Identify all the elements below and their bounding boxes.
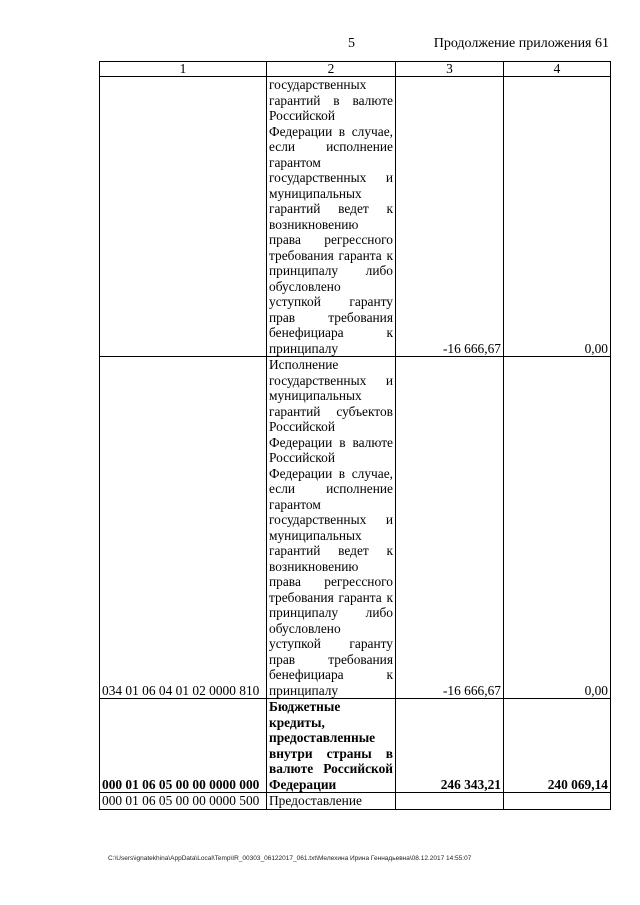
row-description: Предоставление [267, 793, 396, 810]
column-header-3: 3 [396, 62, 504, 77]
table-row-total [100, 699, 611, 793]
row-value-col3: 246 343,21 [396, 699, 504, 793]
column-header-2: 2 [267, 62, 396, 77]
row-description: Бюджетные кредиты, предоставленные внутри страны в валюте Российской Федерации [267, 699, 396, 793]
row-value-col3: -16 666,67 [396, 77, 504, 357]
row-code: 000 01 06 05 00 00 0000 000 [100, 699, 267, 793]
table-header-row [100, 62, 611, 77]
row-description: государственных гарантий в валюте Российской Федерации в случае, если исполнение гарантом государственных и муниципальных гарантий ведет к возникновению права регрессного требования гаранта к принципалу либо обусловлено уступкой гаранту прав требования бенефициара к принципалу [267, 77, 396, 357]
table-row [100, 77, 611, 357]
row-code: 034 01 06 04 01 02 0000 810 [100, 357, 267, 699]
row-value-col4: 240 069,14 [504, 699, 611, 793]
row-value-col4: 0,00 [504, 77, 611, 357]
budget-table [99, 61, 611, 810]
column-header-1: 1 [100, 62, 267, 77]
row-value-col3: -16 666,67 [396, 357, 504, 699]
table-row [100, 357, 611, 699]
table-row [100, 793, 611, 810]
page-number: 5 [348, 36, 355, 51]
row-description: Исполнение государственных и муниципальных гарантий субъектов Российской Федерации в валюте Российской Федерации в случае, если исполнение гарантом государственных и муниципальных гарантий ведет к возникновению права регрессного требования гаранта к принципалу либо обусловлено уступкой гаранту прав требования бенефициара к принципалу [267, 357, 396, 699]
row-code [100, 77, 267, 357]
page-header-title: Продолжение приложения 61 [433, 36, 609, 51]
column-header-4: 4 [504, 62, 611, 77]
row-value-col4 [504, 793, 611, 810]
row-value-col3 [396, 793, 504, 810]
row-value-col4: 0,00 [504, 357, 611, 699]
footer-file-path: C:\Users\ignatekhina\AppData\Local\Temp\IR_00303_06122017_061.txt\Мелехина Ирина Геннадьевна\08.12.2017 14:55:07 [108, 855, 472, 862]
row-code: 000 01 06 05 00 00 0000 500 [100, 793, 267, 810]
